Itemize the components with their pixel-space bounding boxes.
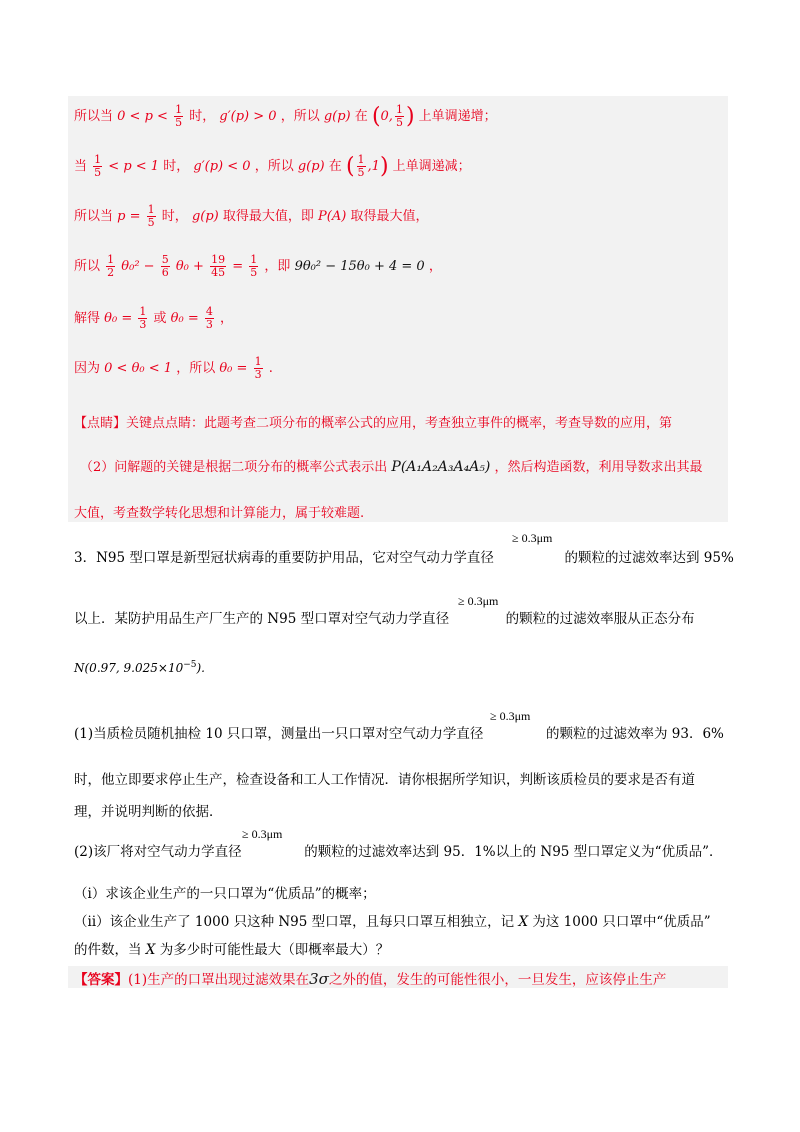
fraction: $\frac{1}{3}$ xyxy=(139,305,147,331)
fraction: $\frac{4}{3}$ xyxy=(205,305,213,331)
math-derivative: g′(p) < 0 xyxy=(193,159,251,174)
text: (1)生产的口罩出现过滤效果在 xyxy=(128,972,310,988)
solution-line-4 xyxy=(74,254,442,279)
text: 时， xyxy=(189,109,216,124)
text: ，然后构造函数，利用导数求出其最 xyxy=(494,460,703,475)
math-interval: ,1 xyxy=(367,159,380,174)
math-variable: X xyxy=(145,942,156,958)
distribution xyxy=(74,660,205,675)
text: 3．N95 型口罩是新型冠状病毒的重要防护用品，它对空气动力学直径 xyxy=(74,550,494,566)
text: 当 xyxy=(74,159,88,174)
text: ，所以 xyxy=(176,361,216,376)
math-inequality: 0 < θ₀ < 1 xyxy=(104,361,173,376)
text: 在 xyxy=(354,109,368,124)
math-function: g(p) xyxy=(297,159,325,174)
text: 之外的值，发生的可能性很小，一旦发生，应该停止生产 xyxy=(328,972,667,988)
math-interval: 0, xyxy=(380,109,393,124)
math-function: g(p) xyxy=(323,109,351,124)
text: 的颗粒的过滤效率为 93．6% xyxy=(545,726,724,742)
text: 时， xyxy=(163,159,190,174)
text: 理，并说明判断的依据． xyxy=(74,804,223,820)
math-term: = xyxy=(232,259,244,274)
solution-line-5 xyxy=(74,306,233,331)
math-term: θ₀ + xyxy=(175,259,204,274)
solution-line-2: 当 $\frac{1}{5}$ < p < 1 时， g′(p) < 0 ，所以 g(p) 在 ( $\frac{1}{5}$ ,1) 上单调递减； xyxy=(74,153,471,179)
question-2-i xyxy=(74,882,376,902)
fraction: $\frac{19}{45}$ xyxy=(211,253,226,279)
question-2-ii-line-1 xyxy=(74,910,711,930)
text: ， xyxy=(428,259,442,274)
text: （ⅰ）求该企业生产的一只口罩为“优质品”的概率； xyxy=(74,886,376,902)
fraction: $\frac{1}{5}$ xyxy=(357,153,365,179)
unit-label: ≥ 0.3μm xyxy=(490,709,531,723)
note-line-2 xyxy=(80,456,703,475)
text: 所以当 xyxy=(74,209,114,224)
question-1-line-3 xyxy=(74,800,223,820)
text: ， xyxy=(220,311,234,326)
text: 的颗粒的过滤效率达到 95．1%以上的 N95 型口罩定义为“优质品”． xyxy=(304,844,723,860)
unit-label: ≥ 0.3μm xyxy=(512,531,553,545)
fraction: $\frac{1}{5}$ xyxy=(175,103,183,129)
math-equation: 9θ₀² − 15θ₀ + 4 = 0 xyxy=(294,259,425,274)
text: (2)该厂将对空气动力学直径 xyxy=(74,844,242,860)
text: 的颗粒的过滤效率达到 95% xyxy=(564,550,734,566)
math-distribution: N(0.97, 9.025×10 xyxy=(74,661,184,675)
math-probability: P(A) xyxy=(318,209,347,224)
math-distribution: ). xyxy=(196,661,205,675)
fraction: $\frac{1}{5}$ xyxy=(250,253,258,279)
math-function: g(p) xyxy=(191,209,219,224)
text: 以上．某防护用品生产厂生产的 N95 型口罩对空气动力学直径 xyxy=(74,611,450,627)
text: ，所以 xyxy=(254,159,294,174)
text: 大值，考查数学转化思想和计算能力，属于较难题. xyxy=(74,506,365,521)
fraction: $\frac{1}{5}$ xyxy=(147,203,155,229)
fraction: $\frac{1}{2}$ xyxy=(107,253,115,279)
text: （ⅱ）该企业生产了 1000 只这种 N95 型口罩，且每只口罩互相独立，记 xyxy=(74,914,515,930)
text: 或 xyxy=(153,311,167,326)
question-2-line xyxy=(74,840,722,860)
solution-line-6 xyxy=(74,356,273,381)
solution-line-1: 所以当 0 < p < $\frac{1}{5}$ 时， g′(p) > 0 ，所以 g(p) 在 (0, $\frac{1}{5}$ ) 上单调递增； xyxy=(74,103,497,129)
math-inequality: < p < 1 xyxy=(108,159,160,174)
text: 因为 xyxy=(74,361,101,376)
answer-tag: 【答案】 xyxy=(74,972,128,988)
text: 在 xyxy=(328,159,342,174)
unit-label: ≥ 0.3μm xyxy=(242,827,283,841)
text: 为这 1000 只口罩中“优质品” xyxy=(532,914,711,930)
text: 为多少时可能性最大（即概率最大）？ xyxy=(159,942,390,958)
text: (1)当质检员随机抽检 10 只口罩，测量出一只口罩对空气动力学直径 xyxy=(74,726,484,742)
text: 解得 xyxy=(74,311,101,326)
fraction: $\frac{1}{3}$ xyxy=(254,355,262,381)
math-probability: P(A₁A₂A₃A₄A₅) xyxy=(391,459,491,475)
text: （2）问解题的关键是根据二项分布的概率公式表示出 xyxy=(80,460,388,475)
math-variable: X xyxy=(518,914,529,930)
text: 所以 xyxy=(74,259,101,274)
text: 上单调递增； xyxy=(418,109,497,124)
text: ，即 xyxy=(264,259,291,274)
fraction: $\frac{5}{6}$ xyxy=(161,253,169,279)
text: . xyxy=(268,361,273,376)
math-term: θ₀ = xyxy=(104,311,133,326)
question-2-ii-line-2 xyxy=(74,938,389,958)
text: 的件数，当 xyxy=(74,942,142,958)
note-line-1 xyxy=(74,412,672,431)
text: 所以当 xyxy=(74,109,114,124)
fraction: $\frac{1}{5}$ xyxy=(395,103,403,129)
math-inequality: 0 < p < xyxy=(117,109,168,124)
problem-line-2 xyxy=(74,607,695,627)
math-equation: p = xyxy=(117,209,141,224)
text: 【点睛】关键点点睛：此题考查二项分布的概率公式的应用，考查独立事件的概率，考查导数的应用，第 xyxy=(74,416,673,431)
question-1-line-1 xyxy=(74,722,724,742)
math-sigma: 3σ xyxy=(309,970,329,988)
math-term: θ₀ = xyxy=(219,361,248,376)
solution-line-3 xyxy=(74,204,428,229)
text: ，所以 xyxy=(280,109,320,124)
math-term: θ₀ = xyxy=(170,311,199,326)
question-1-line-2 xyxy=(74,768,695,788)
math-derivative: g′(p) > 0 xyxy=(219,109,277,124)
answer-line xyxy=(74,968,666,988)
unit-label: ≥ 0.3μm xyxy=(458,594,499,608)
text: 取得最大值，即 xyxy=(222,209,314,224)
problem-line-1 xyxy=(74,546,734,566)
text: 的颗粒的过滤效率服从正态分布 xyxy=(505,611,695,627)
text: 上单调递减； xyxy=(392,159,471,174)
note-line-3 xyxy=(74,502,364,521)
exponent: −5 xyxy=(183,660,197,670)
fraction: $\frac{1}{5}$ xyxy=(94,153,102,179)
text: 时，他立即要求停止生产，检查设备和工人工作情况．请你根据所学知识，判断该质检员的要求是否有道 xyxy=(74,772,695,788)
text: 时， xyxy=(161,209,188,224)
math-term: θ₀² − xyxy=(121,259,155,274)
text: 取得最大值， xyxy=(350,209,429,224)
